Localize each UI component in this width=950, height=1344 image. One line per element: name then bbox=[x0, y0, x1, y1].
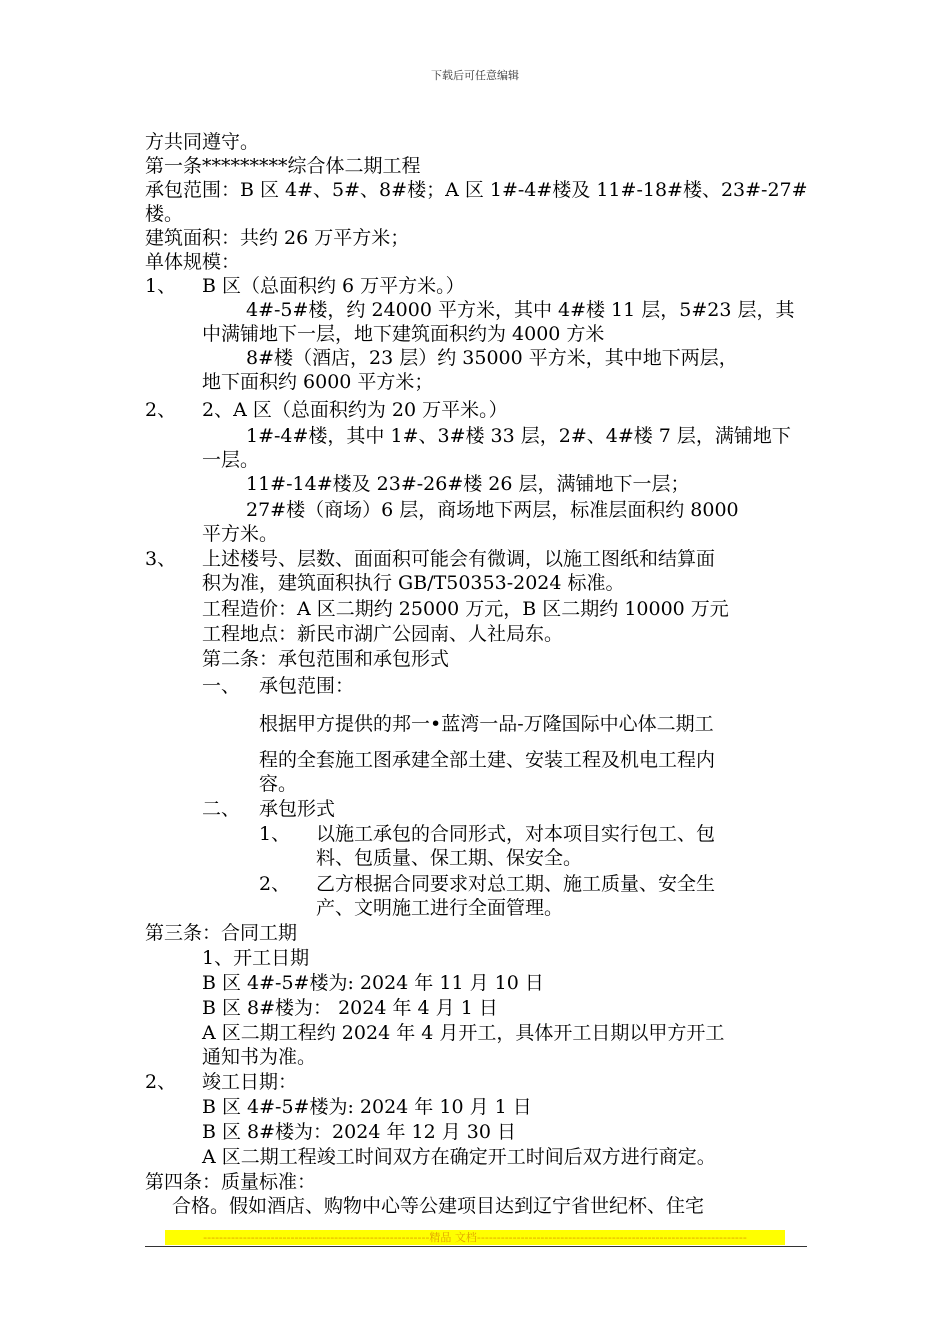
text-line: 竣工日期： bbox=[202, 1071, 298, 1093]
list-number: 1、 bbox=[259, 823, 291, 845]
list-number: 2、 bbox=[145, 399, 177, 421]
text-line: 2、A 区（总面积约为 20 万平米。） bbox=[202, 399, 508, 421]
text-line: 程的全套施工图承建全部土建、安装工程及机电工程内 bbox=[259, 749, 716, 771]
text-line: 积为准，建筑面积执行 GB/T50353-2024 标准。 bbox=[202, 572, 625, 594]
text-line: 工程地点：新民市湖广公园南、人社局东。 bbox=[202, 623, 564, 645]
text-line: 中满铺地下一层，地下建筑面积约为 4000 方米 bbox=[202, 323, 605, 345]
text-line: 第四条：质量标准： bbox=[145, 1171, 317, 1193]
list-number: 1、 bbox=[145, 275, 177, 297]
list-number: 一、 bbox=[202, 675, 241, 697]
text-line: 通知书为准。 bbox=[202, 1046, 317, 1068]
text-line: 1#-4#楼，其中 1#、3#楼 33 层，2#、4#楼 7 层，满铺地下 bbox=[246, 425, 791, 447]
text-line: 承包范围：B 区 4#、5#、8#楼；A 区 1#-4#楼及 11#-18#楼、23#-27# bbox=[145, 179, 808, 201]
text-line: 以施工承包的合同形式，对本项目实行包工、包 bbox=[316, 823, 716, 845]
text-line: 第二条：承包范围和承包形式 bbox=[202, 648, 450, 670]
text-line: 根据甲方提供的邦一•蓝湾一品-万隆国际中心体二期工 bbox=[259, 713, 714, 735]
text-line: 1、开工日期 bbox=[202, 947, 310, 969]
text-line: 楼。 bbox=[145, 203, 184, 225]
text-line: 承包范围： bbox=[259, 675, 355, 697]
text-line: 单体规模： bbox=[145, 251, 241, 273]
text-line: A 区二期工程约 2024 年 4 月开工，具体开工日期以甲方开工 bbox=[202, 1022, 725, 1044]
text-line: B 区 8#楼为： 2024 年 4 月 1 日 bbox=[202, 997, 498, 1019]
text-line: B 区 4#-5#楼为: 2024 年 10 月 1 日 bbox=[202, 1096, 532, 1118]
text-line: 方共同遵守。 bbox=[145, 131, 260, 153]
text-line: 上述楼号、层数、面面积可能会有微调，以施工图纸和结算面 bbox=[202, 548, 716, 570]
list-number: 2、 bbox=[259, 873, 291, 895]
text-line: 11#-14#楼及 23#-26#楼 26 层，满铺地下一层； bbox=[246, 473, 690, 495]
list-number: 3、 bbox=[145, 548, 177, 570]
text-line: 产、文明施工进行全面管理。 bbox=[316, 897, 564, 919]
text-line: 4#-5#楼，约 24000 平方米，其中 4#楼 11 层，5#23 层，其 bbox=[246, 299, 795, 321]
footer-divider bbox=[145, 1246, 807, 1247]
text-line: 8#楼（酒店，23 层）约 35000 平方米，其中地下两层， bbox=[246, 347, 738, 369]
list-number: 2、 bbox=[145, 1071, 177, 1093]
text-line: 第一条*********综合体二期工程 bbox=[145, 155, 421, 177]
text-line: 一层。 bbox=[202, 449, 260, 471]
text-line: 建筑面积：共约 26 万平方米； bbox=[145, 227, 410, 249]
text-line: A 区二期工程竣工时间双方在确定开工时间后双方进行商定。 bbox=[202, 1146, 716, 1168]
text-line: B 区 4#-5#楼为: 2024 年 11 月 10 日 bbox=[202, 972, 544, 994]
text-line: 乙方根据合同要求对总工期、施工质量、安全生 bbox=[316, 873, 716, 895]
text-line: 工程造价：A 区二期约 25000 万元，B 区二期约 10000 万元 bbox=[202, 598, 729, 620]
text-line: B 区（总面积约 6 万平方米。） bbox=[202, 275, 465, 297]
text-line: 平方米。 bbox=[202, 523, 279, 545]
text-line: 容。 bbox=[259, 773, 298, 795]
text-line: B 区 8#楼为：2024 年 12 月 30 日 bbox=[202, 1121, 516, 1143]
footer-banner: ---------------------------------------------------------精品 文档-------------------------------------------------------------------- bbox=[165, 1230, 785, 1245]
page-header: 下载后可任意编辑 bbox=[431, 69, 519, 82]
text-line: 合格。假如酒店、购物中心等公建项目达到辽宁省世纪杯、住宅 bbox=[172, 1195, 705, 1217]
text-line: 承包形式 bbox=[259, 798, 336, 820]
text-line: 第三条：合同工期 bbox=[145, 922, 298, 944]
list-number: 二、 bbox=[202, 798, 241, 820]
text-line: 地下面积约 6000 平方米； bbox=[202, 371, 434, 393]
text-line: 27#楼（商场）6 层，商场地下两层，标准层面积约 8000 bbox=[246, 499, 739, 521]
text-line: 料、包质量、保工期、保安全。 bbox=[316, 847, 583, 869]
